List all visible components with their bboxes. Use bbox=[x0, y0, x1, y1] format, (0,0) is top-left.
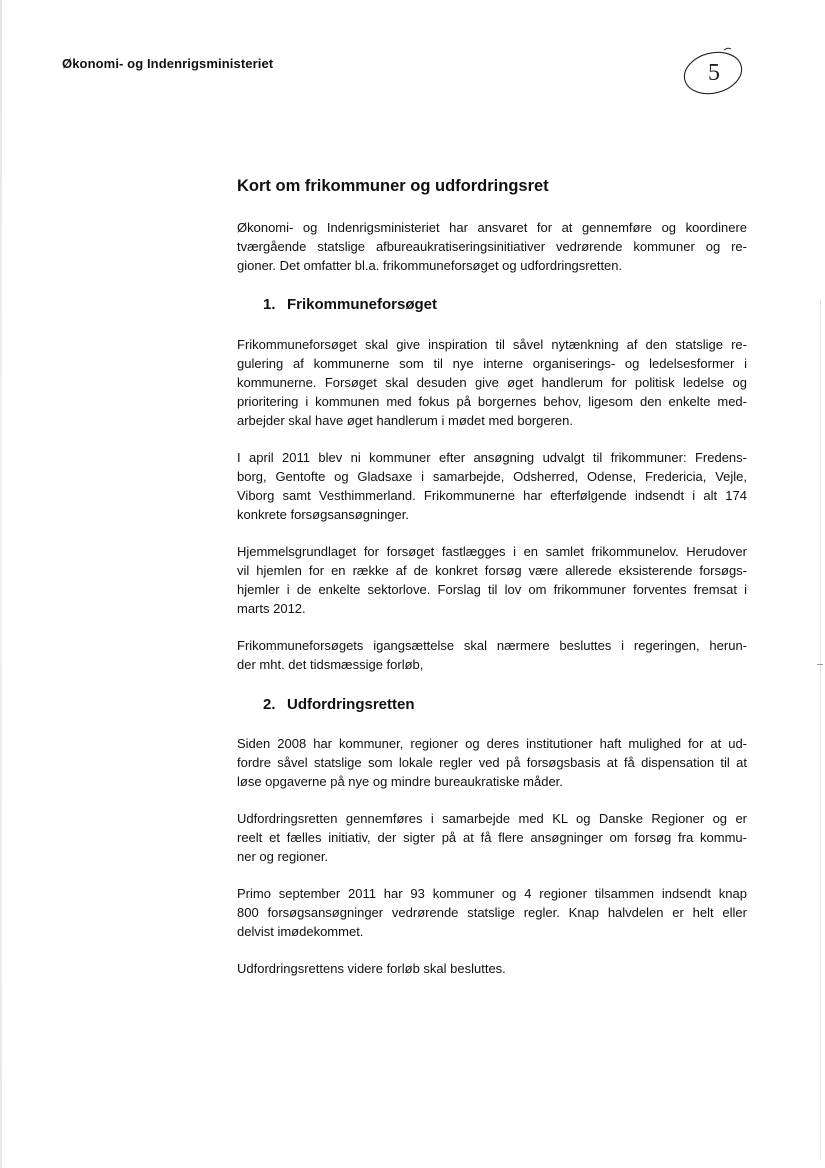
text-line: Frikommuneforsøgets igangsættelse skal nærmere besluttes i regeringen, herun- bbox=[237, 638, 747, 653]
paragraph bbox=[237, 734, 747, 791]
section-title: Udfordringsretten bbox=[287, 696, 415, 713]
text-line: Siden 2008 har kommuner, regioner og deres institutioner haft mulighed for at ud- bbox=[237, 736, 747, 751]
text-line: delvist imødekommet. bbox=[237, 924, 364, 939]
scan-edge-left bbox=[0, 0, 2, 1168]
text-line: tværgående statslige afbureaukratiseringsinitiativer vedrørende kommuner og re- bbox=[237, 239, 747, 254]
text-line: arbejder skal have øget handlerum i mødet med borgeren. bbox=[237, 413, 574, 428]
text-line: Frikommuneforsøget skal give inspiration til såvel nytænkning af den statslige re- bbox=[237, 337, 747, 352]
paragraph bbox=[237, 448, 747, 524]
section-heading bbox=[237, 295, 747, 315]
page-number-stamp bbox=[680, 44, 750, 98]
ministry-header: Økonomi- og Indenrigsministeriet bbox=[62, 56, 274, 71]
text-line: kommunerne. Forsøget skal desuden give øget handlerum for politisk ledelse og bbox=[237, 375, 747, 390]
paragraph bbox=[237, 884, 747, 941]
section-heading bbox=[237, 695, 747, 715]
text-line: I april 2011 blev ni kommuner efter ansøgning udvalgt til frikommuner: Fredens- bbox=[237, 450, 747, 465]
paragraph bbox=[237, 959, 747, 978]
scan-tick-mark bbox=[817, 664, 823, 665]
text-line: 800 forsøgsansøgninger vedrørende statslige regler. Knap halvdelen er helt eller bbox=[237, 905, 747, 920]
text-line: Primo september 2011 har 93 kommuner og 4 regioner tilsammen indsendt knap bbox=[237, 886, 747, 901]
stamp-number: 5 bbox=[708, 60, 720, 86]
text-line: borg, Gentofte og Gladsaxe i samarbejde, Odsherred, Odense, Fredericia, Vejle, bbox=[237, 469, 747, 484]
paragraph bbox=[237, 809, 747, 866]
section-number: 2. bbox=[263, 696, 276, 713]
stamp-flourish bbox=[724, 48, 731, 50]
intro-paragraph bbox=[237, 218, 747, 275]
paragraph bbox=[237, 335, 747, 430]
text-line: prioritering i kommunen med fokus på borgernes behov, ligesom den enkelte med- bbox=[237, 394, 747, 409]
text-line: løse opgaverne på nye og mindre bureaukratiske måder. bbox=[237, 774, 563, 789]
text-line: Hjemmelsgrundlaget for forsøget fastlægges i en samlet frikommunelov. Herudover bbox=[237, 544, 747, 559]
text-line: konkrete forsøgsansøgninger. bbox=[237, 507, 409, 522]
text-line: ner og regioner. bbox=[237, 849, 329, 864]
scan-edge-right bbox=[820, 300, 821, 1160]
section-number: 1. bbox=[263, 296, 276, 313]
text-line: reelt et fælles initiativ, der sigter på at få flere ansøgninger om forsøg fra kommu- bbox=[237, 830, 747, 845]
text-line: Udfordringsrettens videre forløb skal besluttes. bbox=[237, 961, 506, 976]
text-line: gulering af kommunerne som til nye interne organiserings- og ledelsesformer i bbox=[237, 356, 747, 371]
text-line: vil hjemlen for en række af de konkret forsøg være allerede eksisterende forsøgs- bbox=[237, 563, 747, 578]
text-line: Viborg samt Vesthimmerland. Frikommunerne har efterfølgende indsendt i alt 174 bbox=[237, 488, 747, 503]
text-line: Økonomi- og Indenrigsministeriet har ansvaret for at gennemføre og koordinere bbox=[237, 220, 747, 235]
text-line: Udfordringsretten gennemføres i samarbejde med KL og Danske Regioner og er bbox=[237, 811, 747, 826]
text-line: gioner. Det omfatter bl.a. frikommuneforsøget og udfordringsretten. bbox=[237, 258, 623, 273]
document-title: Kort om frikommuner og udfordringsret bbox=[237, 177, 549, 195]
section-title: Frikommuneforsøget bbox=[287, 296, 438, 313]
paragraph bbox=[237, 542, 747, 618]
document-body bbox=[237, 175, 747, 996]
text-line: der mht. det tidsmæssige forløb, bbox=[237, 657, 424, 672]
text-line: marts 2012. bbox=[237, 601, 306, 616]
text-line: fordre såvel statslige som lokale regler ved på forsøgsbasis at få dispensation til at bbox=[237, 755, 747, 770]
text-line: hjemler i de enkelte sektorlove. Forslag til lov om frikommuner forventes fremsat i bbox=[237, 582, 747, 597]
paragraph bbox=[237, 636, 747, 674]
